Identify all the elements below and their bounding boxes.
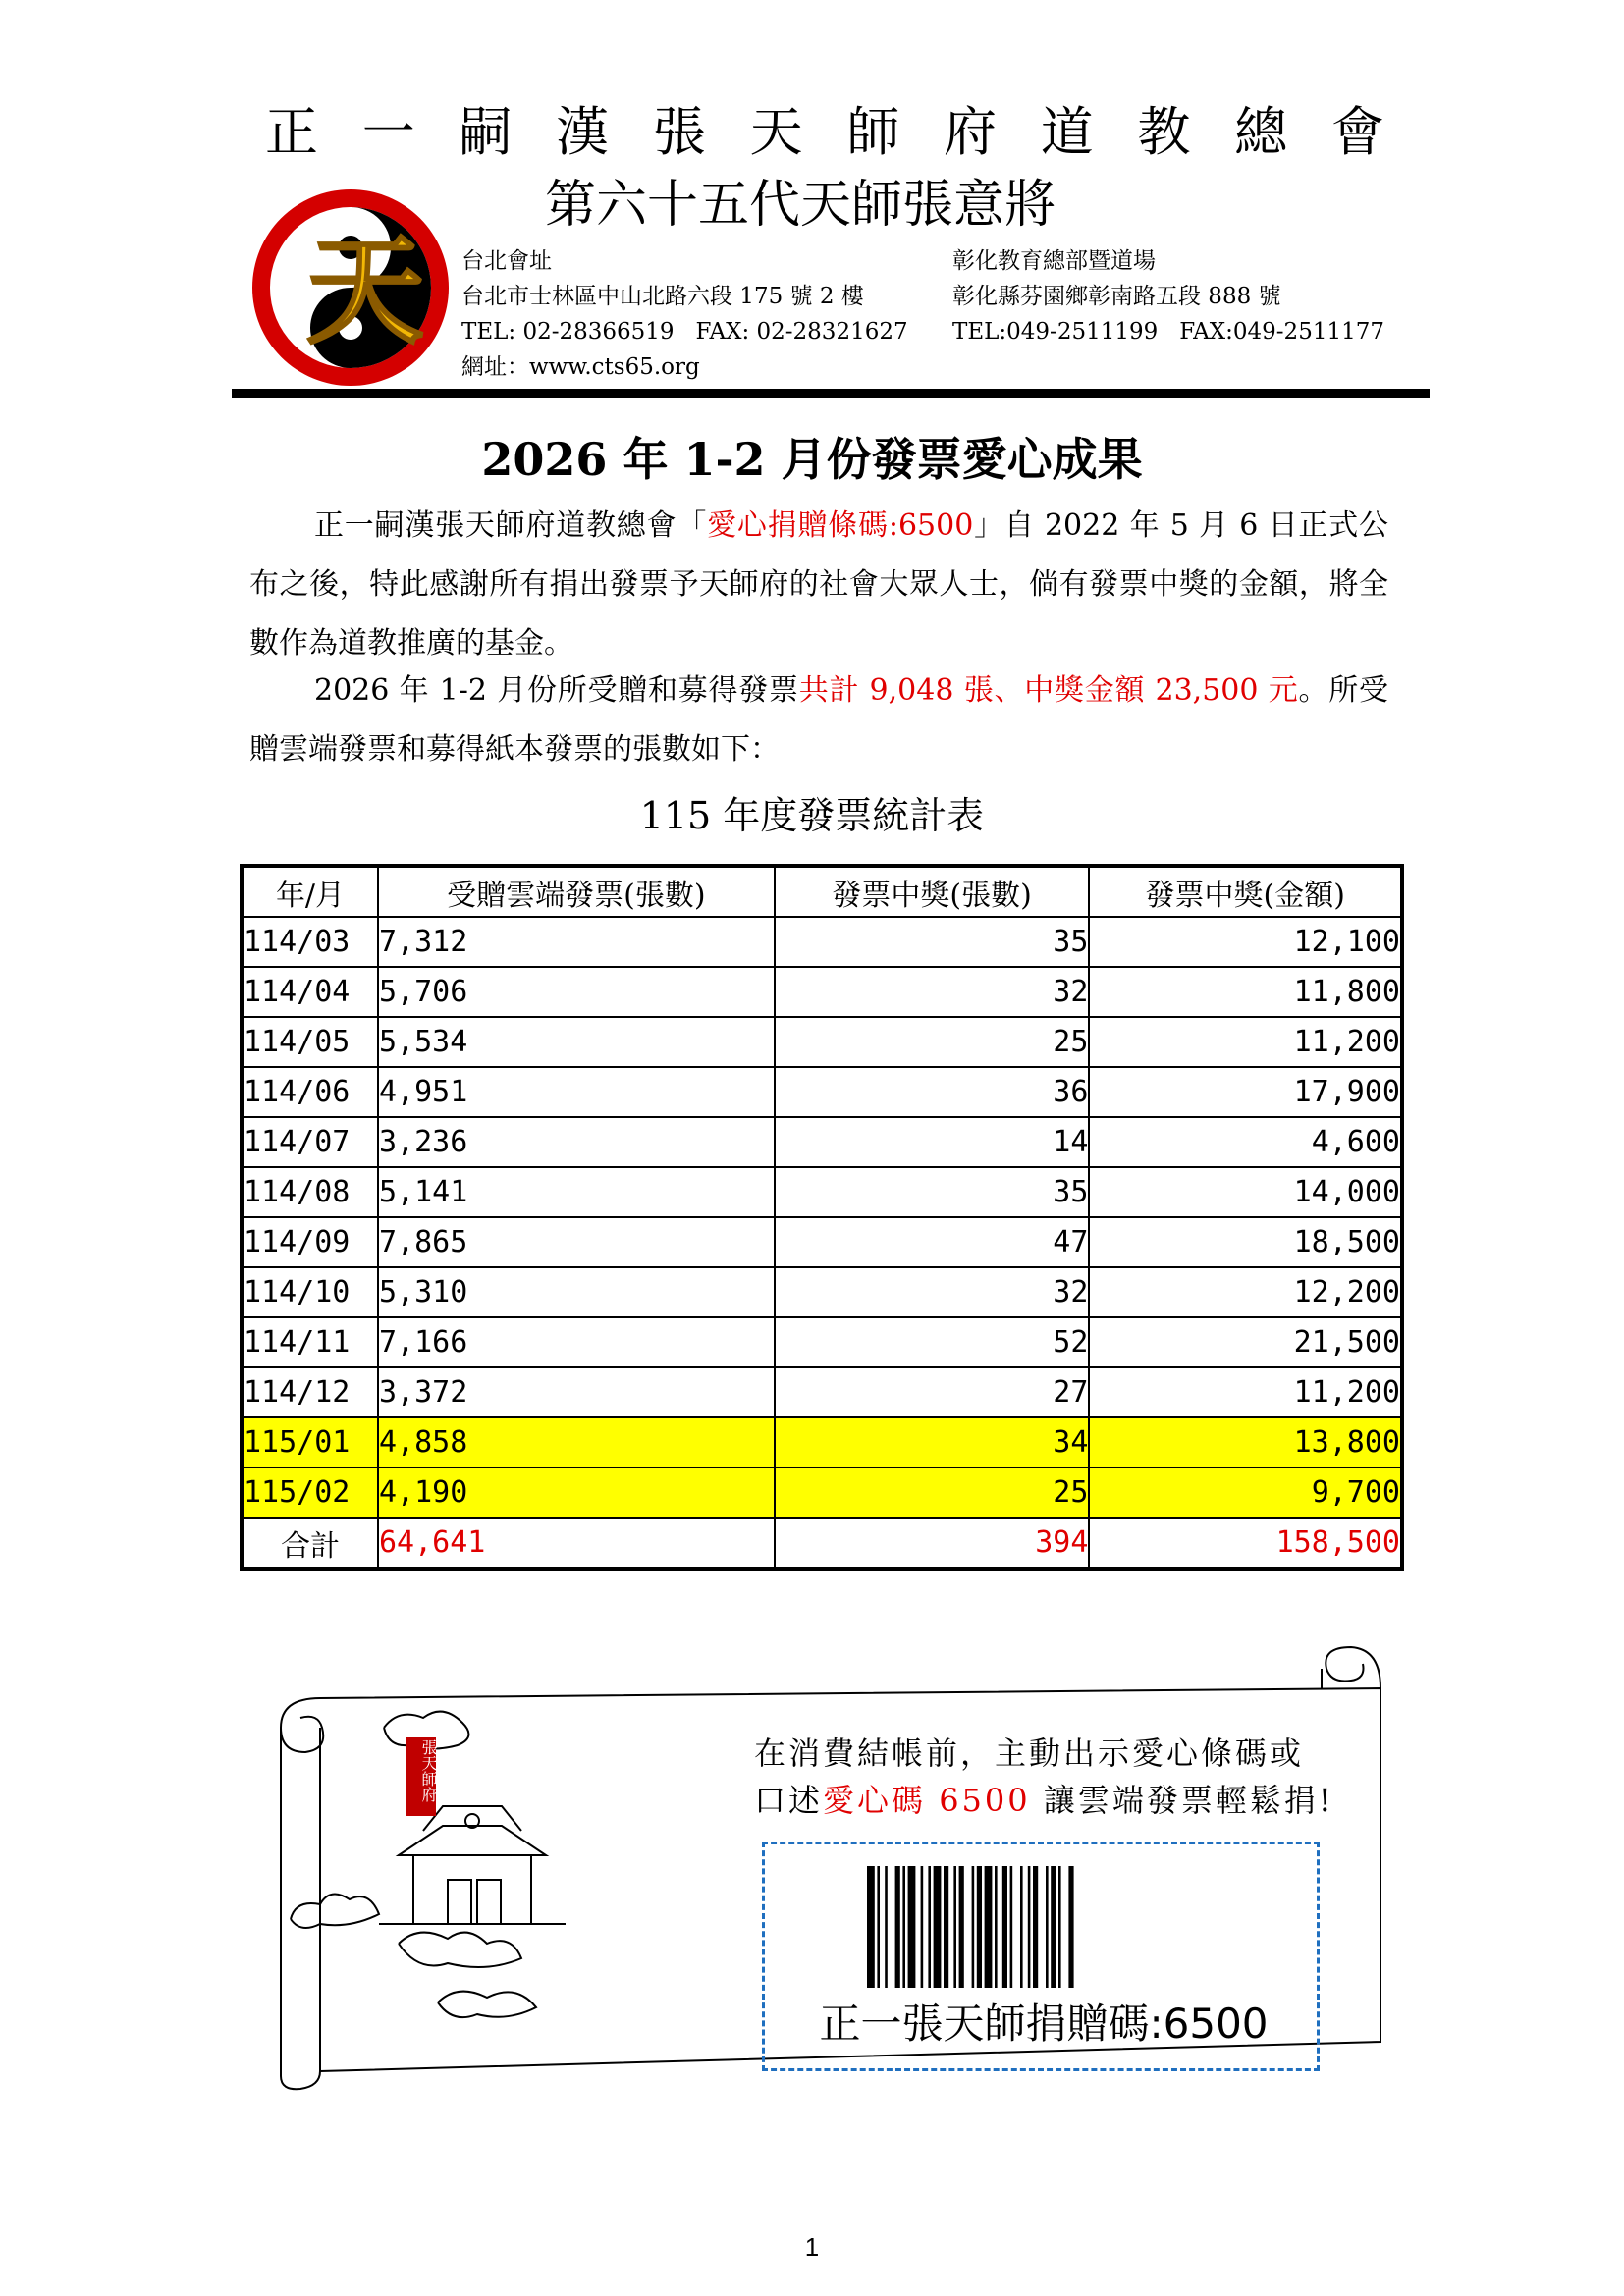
- cell-winning-count: 35: [775, 1167, 1090, 1217]
- cell-winning-count: 25: [775, 1468, 1090, 1518]
- barcode-bar: [908, 1866, 916, 1988]
- cell-month: 114/05: [242, 1017, 378, 1067]
- intro-text-2: 」自 2022 年 5 月 6 日正式公布之後，特此感謝所有捐出發票予天師府的社會大眾人士，倘有發票中獎的金額，將全數作為道教推廣的基金。: [249, 508, 1388, 661]
- cell-month: 114/03: [242, 917, 378, 967]
- intro-paragraph: [249, 497, 1388, 673]
- barcode-bar: [985, 1866, 993, 1988]
- cell-winning-count: 32: [775, 967, 1090, 1017]
- barcode-bar: [972, 1866, 975, 1988]
- barcode-bar: [1046, 1866, 1049, 1988]
- cell-winning-count: 14: [775, 1117, 1090, 1167]
- header-winning-count: 發票中獎(張數): [775, 866, 1090, 917]
- intro-text-1: 正一嗣漢張天師府道教總會「: [314, 508, 708, 543]
- cell-month: 114/11: [242, 1317, 378, 1367]
- table-total-row: [242, 1518, 1402, 1569]
- org-title-char: 會: [1330, 101, 1384, 163]
- cell-winning-count: 25: [775, 1017, 1090, 1067]
- table-row: [242, 1317, 1402, 1367]
- donation-instruction: [754, 1730, 1334, 1824]
- org-title-char: 嗣: [459, 101, 513, 163]
- document-title: 2026 年 1-2 月份發票愛心成果: [481, 433, 1143, 486]
- cell-cloud-invoices: 4,190: [378, 1468, 775, 1518]
- taiji-logo-icon: [247, 185, 454, 391]
- table-row: [242, 1267, 1402, 1317]
- total-winning-count: 394: [775, 1518, 1090, 1569]
- cell-winning-amount: 17,900: [1089, 1067, 1402, 1117]
- instruction-line-1: 在消費結帳前，主動出示愛心條碼或: [754, 1735, 1305, 1772]
- cell-winning-count: 27: [775, 1367, 1090, 1417]
- org-title-char: 師: [846, 101, 900, 163]
- temple-illustration-icon: [379, 1806, 566, 1924]
- cell-month: 114/09: [242, 1217, 378, 1267]
- cell-cloud-invoices: 4,951: [378, 1067, 775, 1117]
- barcode-bar: [1058, 1866, 1061, 1988]
- instruction-line-2-b: 讓雲端發票輕鬆捐!: [1030, 1782, 1334, 1819]
- total-cloud-invoices: 64,641: [378, 1518, 775, 1569]
- org-title-char: 教: [1137, 101, 1191, 163]
- table-row: [242, 1167, 1402, 1217]
- cell-winning-amount: 11,200: [1089, 1367, 1402, 1417]
- barcode-bar: [1028, 1866, 1031, 1988]
- cell-winning-count: 32: [775, 1267, 1090, 1317]
- summary-total-highlight: 共計 9,048 張、中獎金額 23,500 元: [798, 673, 1299, 708]
- barcode-bar: [895, 1866, 900, 1988]
- total-label: 合計: [242, 1518, 378, 1569]
- cell-cloud-invoices: 7,865: [378, 1217, 775, 1267]
- cell-month: 114/08: [242, 1167, 378, 1217]
- barcode-bar: [953, 1866, 956, 1988]
- org-title-char: 府: [944, 101, 998, 163]
- summary-paragraph: [249, 662, 1388, 779]
- barcode-bar: [959, 1866, 964, 1988]
- table-row: [242, 1367, 1402, 1417]
- cell-cloud-invoices: 7,312: [378, 917, 775, 967]
- org-title-char: 道: [1040, 101, 1094, 163]
- barcode-bar: [934, 1866, 942, 1988]
- cell-month: 114/12: [242, 1367, 378, 1417]
- table-row: [242, 1417, 1402, 1468]
- donation-code-highlight: 愛心捐贈條碼:6500: [707, 508, 974, 543]
- cell-month: 115/01: [242, 1417, 378, 1468]
- table-row: [242, 1017, 1402, 1067]
- cell-winning-amount: 11,200: [1089, 1017, 1402, 1067]
- barcode-bar: [977, 1866, 982, 1988]
- cell-cloud-invoices: 4,858: [378, 1417, 775, 1468]
- cell-winning-count: 34: [775, 1417, 1090, 1468]
- cell-cloud-invoices: 5,141: [378, 1167, 775, 1217]
- donation-barcode-card: [762, 1842, 1320, 2071]
- cell-cloud-invoices: 3,236: [378, 1117, 775, 1167]
- barcode-bar: [867, 1866, 875, 1988]
- cell-winning-amount: 18,500: [1089, 1217, 1402, 1267]
- cell-winning-amount: 12,100: [1089, 917, 1402, 967]
- cell-month: 114/04: [242, 967, 378, 1017]
- donation-code-red: 愛心碼 6500: [823, 1782, 1031, 1819]
- barcode-bar: [1020, 1866, 1023, 1988]
- barcode-bar: [921, 1866, 924, 1988]
- cell-cloud-invoices: 7,166: [378, 1317, 775, 1367]
- header-cloud-invoices: 受贈雲端發票(張數): [378, 866, 775, 917]
- barcode-bar: [1010, 1866, 1013, 1988]
- barcode-bar: [995, 1866, 998, 1988]
- celestial-master-name: 第六十五代天師張意將: [545, 176, 1056, 235]
- barcode-bar: [1068, 1866, 1073, 1988]
- org-title-char: 總: [1234, 101, 1288, 163]
- table-title: 115 年度發票統計表: [639, 794, 985, 837]
- table-row: [242, 1468, 1402, 1518]
- cell-cloud-invoices: 5,534: [378, 1017, 775, 1067]
- table-row: [242, 1117, 1402, 1167]
- cell-winning-amount: 13,800: [1089, 1417, 1402, 1468]
- barcode-bar: [877, 1866, 880, 1988]
- barcode-bar: [885, 1866, 888, 1988]
- cell-month: 114/10: [242, 1267, 378, 1317]
- table-row: [242, 1217, 1402, 1267]
- header-month: 年/月: [242, 866, 378, 917]
- instruction-line-2: [754, 1777, 1334, 1824]
- cell-winning-amount: 4,600: [1089, 1117, 1402, 1167]
- cell-cloud-invoices: 5,310: [378, 1267, 775, 1317]
- cell-winning-amount: 21,500: [1089, 1317, 1402, 1367]
- org-title-char: 一: [361, 101, 415, 163]
- org-title-char: 正: [265, 101, 318, 163]
- seal-text: 張天師府: [419, 1739, 438, 1802]
- cell-cloud-invoices: 3,372: [378, 1367, 775, 1417]
- cell-winning-amount: 11,800: [1089, 967, 1402, 1017]
- org-title-char: 漢: [556, 101, 610, 163]
- page-number: 1: [804, 2232, 820, 2262]
- barcode-bar: [944, 1866, 948, 1988]
- barcode-bar: [928, 1866, 931, 1988]
- instruction-line-2-a: 口述: [754, 1782, 824, 1819]
- cell-month: 114/06: [242, 1067, 378, 1117]
- taipei-phone: TEL: 02-28366519 FAX: 02-28321627: [461, 319, 908, 345]
- table-row: [242, 1067, 1402, 1117]
- barcode-bar: [1033, 1866, 1038, 1988]
- table-header-row: [242, 866, 1402, 917]
- org-title-char: 張: [652, 101, 706, 163]
- cell-winning-amount: 14,000: [1089, 1167, 1402, 1217]
- website-link[interactable]: 網址：www.cts65.org: [461, 354, 700, 380]
- cell-month: 114/07: [242, 1117, 378, 1167]
- barcode-icon: [867, 1866, 1220, 1988]
- table-row: [242, 967, 1402, 1017]
- taipei-address-label: 台北會址: [461, 248, 552, 274]
- total-winning-amount: 158,500: [1089, 1518, 1402, 1569]
- logo-character: 天: [306, 222, 424, 360]
- barcode-bar: [1002, 1866, 1007, 1988]
- barcode-bar: [1051, 1866, 1056, 1988]
- cell-winning-count: 35: [775, 917, 1090, 967]
- cell-winning-count: 52: [775, 1317, 1090, 1367]
- cell-winning-amount: 9,700: [1089, 1468, 1402, 1518]
- header-divider: [232, 389, 1430, 398]
- changhua-phone: TEL:049-2511199 FAX:049-2511177: [952, 319, 1384, 345]
- organization-title: [265, 90, 1384, 166]
- summary-text-2: 。所受贈雲端發票和募得紙本發票的張數如下：: [249, 673, 1389, 767]
- table-row: [242, 917, 1402, 967]
- org-title-char: 天: [749, 101, 803, 163]
- taipei-address: 台北市士林區中山北路六段 175 號 2 樓: [461, 284, 864, 309]
- invoice-statistics-table: [240, 864, 1404, 1571]
- changhua-address: 彰化縣芬園鄉彰南路五段 888 號: [952, 284, 1281, 309]
- header-winning-amount: 發票中獎(金額): [1089, 866, 1402, 917]
- cell-cloud-invoices: 5,706: [378, 967, 775, 1017]
- barcode-bar: [902, 1866, 905, 1988]
- cell-month: 115/02: [242, 1468, 378, 1518]
- changhua-address-label: 彰化教育總部暨道場: [952, 248, 1156, 274]
- cell-winning-count: 36: [775, 1067, 1090, 1117]
- barcode-label: 正一張天師捐贈碼:6500: [819, 2000, 1269, 2048]
- summary-text-1: 2026 年 1-2 月份所受贈和募得發票: [314, 673, 799, 708]
- cell-winning-amount: 12,200: [1089, 1267, 1402, 1317]
- cell-winning-count: 47: [775, 1217, 1090, 1267]
